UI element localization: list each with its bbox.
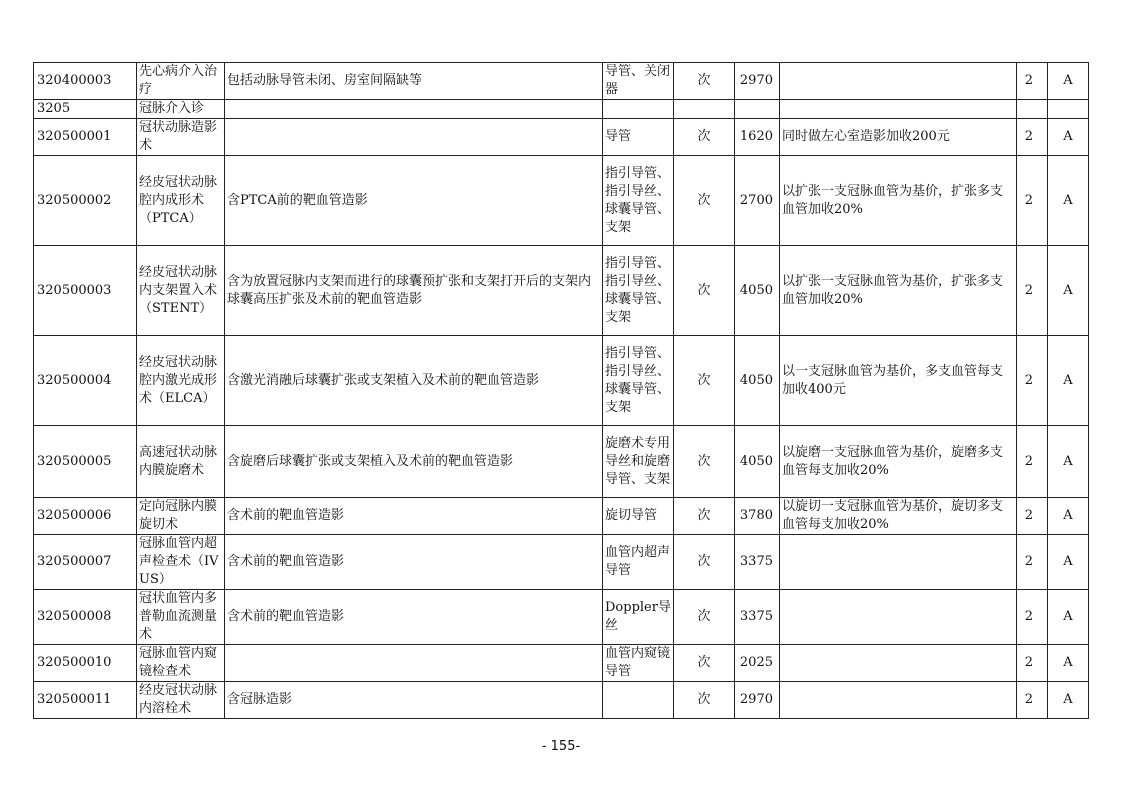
item-note xyxy=(780,63,1017,100)
table-row xyxy=(34,336,1089,426)
item-count: 2 xyxy=(1017,119,1048,156)
item-code: 320500008 xyxy=(34,590,137,645)
item-count: 2 xyxy=(1017,336,1048,426)
item-code: 3205 xyxy=(34,100,137,119)
item-content: 含旋磨后球囊扩张或支架植入及术前的靶血管造影 xyxy=(225,426,603,498)
table-row xyxy=(34,100,1089,119)
item-note: 以扩张一支冠脉血管为基价，扩张多支血管加收20% xyxy=(780,246,1017,336)
item-content xyxy=(225,100,603,119)
item-unit: 次 xyxy=(674,426,735,498)
item-price: 3375 xyxy=(735,535,780,590)
item-exclusions: Doppler导丝 xyxy=(603,590,674,645)
item-name: 冠状动脉造影术 xyxy=(137,119,225,156)
item-content: 含PTCA前的靶血管造影 xyxy=(225,156,603,246)
item-count: 2 xyxy=(1017,682,1048,719)
item-exclusions: 指引导管、指引导丝、球囊导管、支架 xyxy=(603,156,674,246)
item-exclusions: 旋磨术专用导丝和旋磨导管、支架 xyxy=(603,426,674,498)
item-name: 冠脉血管内窥镜检查术 xyxy=(137,645,225,682)
item-code: 320500010 xyxy=(34,645,137,682)
item-exclusions: 旋切导管 xyxy=(603,498,674,535)
item-exclusions xyxy=(603,682,674,719)
table-row xyxy=(34,535,1089,590)
item-exclusions: 指引导管、指引导丝、球囊导管、支架 xyxy=(603,336,674,426)
item-count: 2 xyxy=(1017,156,1048,246)
item-note: 以旋切一支冠脉血管为基价，旋切多支血管每支加收20% xyxy=(780,498,1017,535)
item-unit: 次 xyxy=(674,682,735,719)
table-row xyxy=(34,498,1089,535)
item-price: 4050 xyxy=(735,246,780,336)
item-count: 2 xyxy=(1017,63,1048,100)
item-note xyxy=(780,590,1017,645)
item-name: 经皮冠状动脉内支架置入术（STENT） xyxy=(137,246,225,336)
table-row xyxy=(34,645,1089,682)
item-content: 含冠脉造影 xyxy=(225,682,603,719)
item-code: 320500002 xyxy=(34,156,137,246)
item-count xyxy=(1017,100,1048,119)
item-code: 320500004 xyxy=(34,336,137,426)
item-code: 320500007 xyxy=(34,535,137,590)
item-count: 2 xyxy=(1017,645,1048,682)
item-note xyxy=(780,645,1017,682)
item-class: A xyxy=(1048,119,1089,156)
item-exclusions: 指引导管、指引导丝、球囊导管、支架 xyxy=(603,246,674,336)
item-name: 冠脉血管内超声检查术（IVUS） xyxy=(137,535,225,590)
table-row xyxy=(34,682,1089,719)
item-class xyxy=(1048,100,1089,119)
item-note xyxy=(780,535,1017,590)
item-name: 冠状血管内多普勒血流测量术 xyxy=(137,590,225,645)
item-count: 2 xyxy=(1017,498,1048,535)
item-class: A xyxy=(1048,590,1089,645)
item-exclusions: 血管内窥镜导管 xyxy=(603,645,674,682)
item-count: 2 xyxy=(1017,246,1048,336)
item-price: 3780 xyxy=(735,498,780,535)
item-price: 3375 xyxy=(735,590,780,645)
item-class: A xyxy=(1048,645,1089,682)
fee-schedule-table-wrapper xyxy=(33,62,1089,719)
item-price: 2025 xyxy=(735,645,780,682)
item-unit: 次 xyxy=(674,498,735,535)
table-row xyxy=(34,426,1089,498)
item-content: 包括动脉导管未闭、房室间隔缺等 xyxy=(225,63,603,100)
item-price: 4050 xyxy=(735,426,780,498)
item-class: A xyxy=(1048,426,1089,498)
item-code: 320500011 xyxy=(34,682,137,719)
item-class: A xyxy=(1048,246,1089,336)
item-price: 2700 xyxy=(735,156,780,246)
item-code: 320500006 xyxy=(34,498,137,535)
item-exclusions: 血管内超声导管 xyxy=(603,535,674,590)
item-name: 经皮冠状动脉腔内激光成形术（ELCA） xyxy=(137,336,225,426)
item-content: 含激光消融后球囊扩张或支架植入及术前的靶血管造影 xyxy=(225,336,603,426)
item-class: A xyxy=(1048,336,1089,426)
item-note xyxy=(780,100,1017,119)
fee-schedule-table xyxy=(33,62,1089,719)
table-row xyxy=(34,246,1089,336)
item-count: 2 xyxy=(1017,426,1048,498)
item-content: 含术前的靶血管造影 xyxy=(225,535,603,590)
item-note: 以一支冠脉血管为基价，多支血管每支加收400元 xyxy=(780,336,1017,426)
table-row xyxy=(34,156,1089,246)
table-body xyxy=(34,63,1089,719)
page-number: - 155- xyxy=(541,739,581,754)
item-code: 320500005 xyxy=(34,426,137,498)
item-name: 先心病介入治疗 xyxy=(137,63,225,100)
item-unit: 次 xyxy=(674,645,735,682)
item-count: 2 xyxy=(1017,535,1048,590)
item-class: A xyxy=(1048,156,1089,246)
item-exclusions xyxy=(603,100,674,119)
item-note: 以扩张一支冠脉血管为基价，扩张多支血管加收20% xyxy=(780,156,1017,246)
item-code: 320400003 xyxy=(34,63,137,100)
item-class: A xyxy=(1048,498,1089,535)
item-content xyxy=(225,645,603,682)
item-count: 2 xyxy=(1017,590,1048,645)
item-note: 以旋磨一支冠脉血管为基价，旋磨多支血管每支加收20% xyxy=(780,426,1017,498)
item-class: A xyxy=(1048,535,1089,590)
item-name: 冠脉介入诊 xyxy=(137,100,225,119)
item-unit: 次 xyxy=(674,590,735,645)
item-name: 经皮冠状动脉内溶栓术 xyxy=(137,682,225,719)
item-unit: 次 xyxy=(674,119,735,156)
item-unit: 次 xyxy=(674,535,735,590)
item-price xyxy=(735,100,780,119)
item-unit: 次 xyxy=(674,336,735,426)
item-content: 含术前的靶血管造影 xyxy=(225,498,603,535)
item-name: 经皮冠状动脉腔内成形术（PTCA） xyxy=(137,156,225,246)
item-unit: 次 xyxy=(674,156,735,246)
item-exclusions: 导管 xyxy=(603,119,674,156)
item-content: 含为放置冠脉内支架而进行的球囊预扩张和支架打开后的支架内球囊高压扩张及术前的靶血管造影 xyxy=(225,246,603,336)
item-class: A xyxy=(1048,63,1089,100)
table-row xyxy=(34,119,1089,156)
item-code: 320500003 xyxy=(34,246,137,336)
item-code: 320500001 xyxy=(34,119,137,156)
item-name: 定向冠脉内膜旋切术 xyxy=(137,498,225,535)
item-unit xyxy=(674,100,735,119)
item-class: A xyxy=(1048,682,1089,719)
item-price: 2970 xyxy=(735,63,780,100)
table-row xyxy=(34,590,1089,645)
item-exclusions: 导管、关闭器 xyxy=(603,63,674,100)
item-unit: 次 xyxy=(674,63,735,100)
item-price: 4050 xyxy=(735,336,780,426)
item-note: 同时做左心室造影加收200元 xyxy=(780,119,1017,156)
item-unit: 次 xyxy=(674,246,735,336)
table-row xyxy=(34,63,1089,100)
item-content: 含术前的靶血管造影 xyxy=(225,590,603,645)
item-content xyxy=(225,119,603,156)
item-price: 1620 xyxy=(735,119,780,156)
item-price: 2970 xyxy=(735,682,780,719)
item-note xyxy=(780,682,1017,719)
item-name: 高速冠状动脉内膜旋磨术 xyxy=(137,426,225,498)
